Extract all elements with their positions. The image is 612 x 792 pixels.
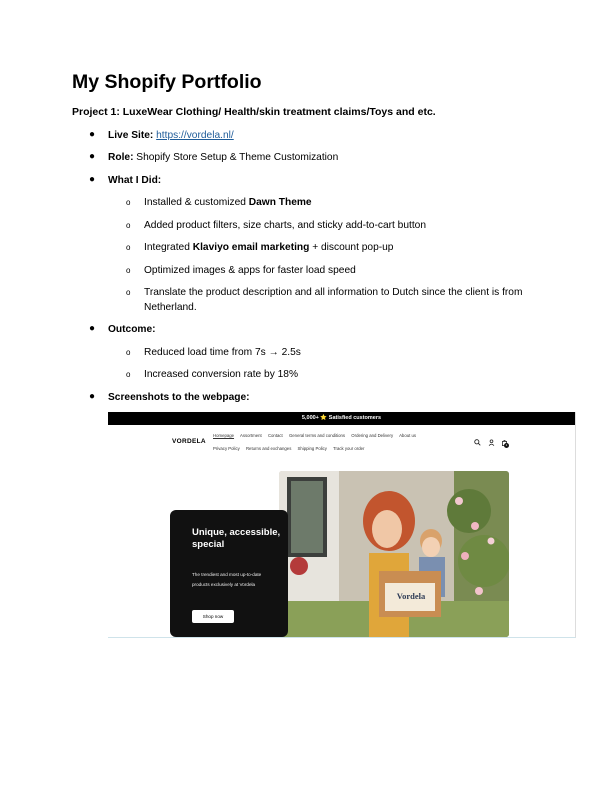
role-text: Shopify Store Setup & Theme Customization	[133, 152, 339, 163]
bullet: ●	[89, 129, 96, 140]
hero-photo	[279, 471, 509, 637]
nav-item[interactable]: Ordering and Delivery	[351, 433, 394, 438]
bullet: ●	[89, 151, 96, 162]
what-i-did-label: What I Did:	[108, 175, 162, 186]
outcome-item: Reduced load time from 7s → 2.5s	[144, 347, 301, 358]
nav-item[interactable]: Contact	[267, 433, 283, 438]
nav-item[interactable]: Returns and exchanges	[245, 446, 292, 451]
task-item: Optimized images & apps for faster load speed	[144, 265, 356, 276]
screenshots-label: Screenshots to the webpage:	[108, 392, 250, 403]
nav-row-2	[213, 446, 369, 451]
nav-item[interactable]: Shipping Policy	[297, 446, 327, 451]
sub-bullet: o	[126, 348, 131, 357]
outcome-item: Increased conversion rate by 18%	[144, 369, 299, 380]
sub-bullet: o	[126, 243, 131, 252]
role-label: Role:	[108, 152, 134, 163]
project-heading: Project 1: LuxeWear Clothing/ Health/skin treatment claims/Toys and etc.	[72, 106, 436, 118]
shop-now-button[interactable]: Shop now	[192, 610, 234, 623]
sub-bullet: o	[126, 288, 131, 297]
bullet: ●	[89, 391, 96, 402]
task-item: Translate the product description and all information to Dutch since the client is from Netherland.	[144, 287, 523, 313]
nav-item[interactable]: Assortment	[240, 433, 262, 438]
bullet: ●	[89, 174, 96, 185]
task-item: Installed & customized Dawn Theme	[144, 197, 312, 208]
task-item: Integrated Klaviyo email marketing + discount pop-up	[144, 242, 394, 253]
store-screenshot	[108, 412, 576, 638]
nav-item[interactable]: Track your order	[333, 446, 365, 451]
sub-bullet: o	[126, 198, 131, 207]
header-icons	[474, 439, 508, 448]
store-logo[interactable]: VORDELA	[172, 438, 206, 445]
live-site-link[interactable]: https://vordela.nl/	[156, 130, 234, 141]
hero-text: The trendiest and most up-to-date products exclusively at Vordela	[192, 572, 262, 587]
task-item: Added product filters, size charts, and sticky add-to-cart button	[144, 220, 426, 231]
hero-card	[170, 510, 288, 637]
sub-bullet: o	[126, 266, 131, 275]
nav-item[interactable]: About us	[399, 433, 417, 438]
role-row	[108, 150, 338, 165]
outcome-label: Outcome:	[108, 324, 156, 335]
bullet: ●	[89, 323, 96, 334]
search-icon[interactable]	[474, 439, 481, 446]
nav-item[interactable]: Privacy Policy	[213, 446, 240, 451]
sub-bullet: o	[126, 221, 131, 230]
live-site-label: Live Site:	[108, 130, 154, 141]
announcement-bar: 5,000+ ⭐ Satisfied customers	[108, 412, 575, 425]
live-site-row	[108, 128, 234, 143]
page-title: My Shopify Portfolio	[72, 71, 262, 93]
nav-item[interactable]: Homepage	[213, 433, 235, 438]
box-label: Vordela	[396, 591, 426, 601]
hero-heading: Unique, accessible, special	[192, 527, 281, 550]
nav-item[interactable]: General terms and conditions	[288, 433, 346, 438]
sub-bullet: o	[126, 370, 131, 379]
account-icon[interactable]	[488, 439, 495, 446]
nav-row-1	[213, 433, 421, 438]
cart-count-badge: 1	[505, 443, 508, 447]
